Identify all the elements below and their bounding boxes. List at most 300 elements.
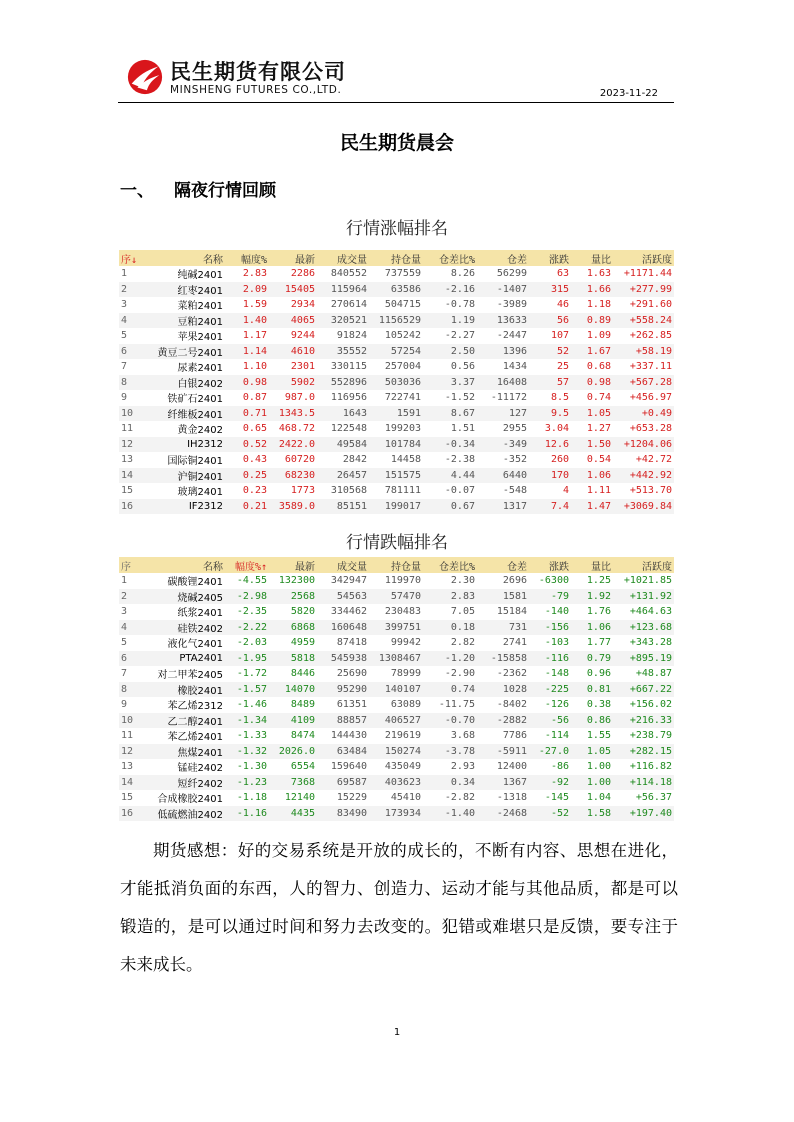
column-header-index[interactable]: 序↓ (119, 250, 149, 266)
cell-volume: 160648 (317, 620, 369, 636)
column-header-oi-change-ratio[interactable]: 仓差比% (423, 250, 477, 266)
cell-volume: 26457 (317, 468, 369, 484)
cell-latest: 3589.0 (269, 499, 317, 515)
cell-open-interest: 781111 (384, 485, 421, 497)
table-row[interactable] (119, 468, 674, 484)
cell-oi-change-ratio: -0.78 (444, 299, 475, 311)
cell-oi-change-ratio: -0.34 (423, 437, 477, 453)
cell-oi-change-ratio: 8.67 (423, 406, 477, 422)
cell-name: 低硫燃油2402 (149, 806, 225, 822)
cell-activity: +216.33 (613, 713, 674, 729)
cell-activity: +282.15 (613, 744, 674, 760)
cell-latest: 5902 (269, 375, 317, 391)
cell-oi-change-ratio: -2.16 (423, 282, 477, 298)
cell-name: IF2312 (149, 499, 225, 515)
table-row[interactable] (119, 359, 674, 375)
cell-latest: 4065 (269, 313, 317, 329)
cell-activity: +0.49 (613, 406, 674, 422)
cell-index: 16 (119, 806, 149, 822)
column-header-change-pct[interactable]: 幅度%↑ (225, 557, 269, 573)
cell-activity: +277.99 (613, 282, 674, 298)
cell-latest: 1773 (290, 485, 315, 497)
cell-volume: 330115 (330, 361, 367, 373)
column-header-index[interactable]: 序 (119, 557, 149, 573)
cell-volume: 552896 (317, 375, 369, 391)
cell-open-interest: 101784 (369, 437, 423, 453)
cell-change-pct: -1.95 (225, 651, 269, 667)
cell-index: 3 (121, 299, 128, 311)
cell-activity: +667.22 (613, 682, 674, 698)
cell-activity: +56.37 (635, 792, 672, 804)
cell-latest: 2301 (290, 361, 315, 373)
cell-volume: 310568 (330, 485, 367, 497)
cell-open-interest: 1308467 (369, 651, 423, 667)
table-row[interactable] (119, 589, 674, 605)
table-row[interactable] (119, 790, 674, 806)
table-row[interactable] (119, 421, 674, 437)
cell-volume-ratio: 1.25 (586, 575, 611, 587)
cell-volume: 115964 (317, 282, 369, 298)
down-table-caption: 行情跌幅排名 (346, 533, 448, 553)
cell-name: 玻璃2401 (177, 487, 223, 499)
cell-price-change: 52 (529, 344, 571, 360)
table-row[interactable] (119, 390, 674, 406)
cell-volume: 159640 (330, 761, 367, 773)
cell-open-interest: 504715 (384, 299, 421, 311)
table-row[interactable] (119, 499, 674, 515)
cell-volume-ratio: 1.63 (586, 268, 611, 280)
cell-open-interest: 1591 (369, 406, 423, 422)
cell-volume: 83490 (317, 806, 369, 822)
cell-activity: +653.28 (629, 423, 672, 435)
cell-open-interest: 199203 (384, 423, 421, 435)
cell-price-change: -27.0 (529, 744, 571, 760)
cell-latest: 68230 (269, 468, 317, 484)
column-header-volume-ratio[interactable]: 量比 (571, 250, 613, 266)
column-header-oi-change[interactable]: 仓差 (477, 250, 529, 266)
cell-volume: 88857 (317, 713, 369, 729)
cell-price-change: 12.6 (529, 437, 571, 453)
cell-change-pct: -1.23 (225, 775, 269, 791)
cell-volume-ratio: 1.18 (586, 299, 611, 311)
cell-name: 国际铜2401 (167, 456, 223, 468)
table-row[interactable] (119, 297, 674, 313)
cell-oi-change-ratio: 0.74 (423, 682, 477, 698)
cell-latest: 5820 (290, 606, 315, 618)
cell-name: 红枣2401 (149, 282, 225, 298)
cell-name: 焦煤2401 (149, 744, 225, 760)
cell-oi-change-ratio: -0.70 (423, 713, 477, 729)
cell-index: 9 (121, 699, 128, 711)
cell-latest: 4435 (269, 806, 317, 822)
cell-volume: 54563 (317, 589, 369, 605)
cell-name: 烧碱2405 (149, 589, 225, 605)
cell-index: 13 (121, 454, 134, 466)
cell-latest: 468.72 (278, 423, 315, 435)
cell-activity: +895.19 (613, 651, 674, 667)
cell-name: 苯乙烯2401 (167, 732, 223, 744)
column-header-open-interest[interactable]: 持仓量 (369, 557, 423, 573)
cell-oi-change-ratio: -2.38 (444, 454, 475, 466)
cell-change-pct: 0.65 (242, 423, 267, 435)
column-header-activity[interactable]: 活跃度 (613, 250, 674, 266)
cell-name: 菜粕2401 (177, 301, 223, 313)
column-header-volume[interactable]: 成交量 (317, 557, 369, 573)
cell-volume-ratio: 0.98 (571, 375, 613, 391)
table-row[interactable] (119, 282, 674, 298)
cell-name: 纸浆2401 (177, 608, 223, 620)
table-row[interactable] (119, 775, 674, 791)
cell-price-change: -56 (529, 713, 571, 729)
cell-activity: +156.02 (629, 699, 672, 711)
cell-change-pct: -4.55 (236, 575, 267, 587)
cell-open-interest: 219619 (384, 730, 421, 742)
cell-volume: 270614 (330, 299, 367, 311)
cell-latest: 9244 (290, 330, 315, 342)
cell-volume-ratio: 0.81 (571, 682, 613, 698)
cell-oi-change-ratio: 0.67 (423, 499, 477, 515)
cell-latest: 6868 (269, 620, 317, 636)
cell-oi-change: 12400 (496, 761, 527, 773)
cell-oi-change: 1581 (477, 589, 529, 605)
cell-volume: 334462 (330, 606, 367, 618)
cell-change-pct: -1.32 (225, 744, 269, 760)
cell-oi-change-ratio: 2.30 (450, 575, 475, 587)
cell-name: 尿素2401 (177, 363, 223, 375)
cell-price-change: 8.5 (550, 392, 569, 404)
cell-volume: 91824 (336, 330, 367, 342)
cell-open-interest: 99942 (390, 637, 421, 649)
cell-change-pct: -1.46 (236, 699, 267, 711)
table-row[interactable] (119, 728, 674, 744)
cell-oi-change: -2468 (477, 806, 529, 822)
table-row[interactable] (119, 620, 674, 636)
cell-volume-ratio: 1.00 (586, 761, 611, 773)
cell-oi-change: -548 (502, 485, 527, 497)
table-row[interactable] (119, 437, 674, 453)
cell-name: 纤维板2401 (149, 406, 225, 422)
table-row[interactable] (119, 635, 674, 651)
cell-oi-change: -11172 (490, 392, 527, 404)
table-row[interactable] (119, 651, 674, 667)
cell-volume: 63484 (317, 744, 369, 760)
cell-activity: +58.19 (613, 344, 674, 360)
cell-change-pct: -2.22 (225, 620, 269, 636)
report-date: 2023-11-22 (599, 88, 658, 99)
cell-volume: 116956 (330, 392, 367, 404)
cell-latest: 15405 (269, 282, 317, 298)
cell-price-change: -145 (544, 792, 569, 804)
cell-change-pct: -1.30 (236, 761, 267, 773)
cell-open-interest: 140107 (369, 682, 423, 698)
cell-name: IH2312 (149, 437, 225, 453)
cell-activity: +442.92 (613, 468, 674, 484)
cell-change-pct: 0.25 (225, 468, 269, 484)
cell-open-interest: 406527 (369, 713, 423, 729)
minsheng-logo-icon (126, 58, 164, 96)
cell-open-interest: 199017 (369, 499, 423, 515)
table-row[interactable] (119, 266, 674, 282)
cell-change-pct: 0.98 (225, 375, 269, 391)
cell-index: 14 (119, 468, 149, 484)
table-row[interactable] (119, 713, 674, 729)
cell-name: 纯碱2401 (177, 270, 223, 282)
commentary (120, 832, 678, 984)
section-heading (120, 176, 276, 201)
cell-name: 橡胶2401 (149, 682, 225, 698)
table-row[interactable] (119, 806, 674, 822)
cell-activity: +123.68 (613, 620, 674, 636)
cell-name: 黄豆二号2401 (149, 344, 225, 360)
cell-oi-change-ratio: 4.44 (423, 468, 477, 484)
page-header (118, 54, 674, 103)
cell-volume: 545938 (317, 651, 369, 667)
cell-activity: +343.28 (629, 637, 672, 649)
cell-oi-change: 1434 (502, 361, 527, 373)
column-header-name[interactable]: 名称 (149, 250, 225, 266)
cell-price-change: 3.04 (544, 423, 569, 435)
cell-latest: 2934 (290, 299, 315, 311)
company-name-en: MINSHENG FUTURES CO.,LTD. (170, 84, 342, 96)
cell-oi-change: 2696 (502, 575, 527, 587)
cell-change-pct: -1.72 (236, 668, 267, 680)
cell-change-pct: -2.98 (225, 589, 269, 605)
cell-oi-change-ratio: 2.82 (450, 637, 475, 649)
cell-activity: +513.70 (629, 485, 672, 497)
cell-activity: +116.82 (629, 761, 672, 773)
cell-price-change: -6300 (538, 575, 569, 587)
cell-volume: 69587 (317, 775, 369, 791)
cell-index: 2 (119, 282, 149, 298)
cell-oi-change: 15184 (496, 606, 527, 618)
cell-activity: +48.87 (635, 668, 672, 680)
cell-oi-change-ratio: -1.20 (423, 651, 477, 667)
cell-activity: +1021.85 (623, 575, 672, 587)
cell-volume: 15229 (336, 792, 367, 804)
cell-oi-change-ratio: 3.37 (423, 375, 477, 391)
cell-name: 对二甲苯2405 (157, 670, 223, 682)
cell-name: 短纤2402 (149, 775, 225, 791)
cell-price-change: 260 (550, 454, 569, 466)
cell-oi-change: 6440 (477, 468, 529, 484)
cell-open-interest: 435049 (384, 761, 421, 773)
cell-oi-change-ratio: -2.82 (444, 792, 475, 804)
cell-name: 合成橡胶2401 (157, 794, 223, 806)
table-row[interactable] (119, 666, 674, 682)
column-header-volume-ratio[interactable]: 量比 (571, 557, 613, 573)
cell-latest: 8446 (290, 668, 315, 680)
cell-volume-ratio: 1.11 (586, 485, 611, 497)
cell-volume-ratio: 0.74 (586, 392, 611, 404)
cell-volume-ratio: 0.89 (571, 313, 613, 329)
cell-activity: +567.28 (613, 375, 674, 391)
cell-name: 硅铁2402 (149, 620, 225, 636)
cell-volume: 35552 (317, 344, 369, 360)
cell-price-change: -103 (544, 637, 569, 649)
cell-volume-ratio: 1.55 (586, 730, 611, 742)
column-header-price-change[interactable]: 涨跌 (529, 250, 571, 266)
cell-volume-ratio: 1.92 (571, 589, 613, 605)
cell-latest: 132300 (278, 575, 315, 587)
column-header-oi-change[interactable]: 仓差 (477, 557, 529, 573)
table-row[interactable] (119, 313, 674, 329)
cell-open-interest: 403623 (369, 775, 423, 791)
cell-oi-change-ratio: -1.40 (423, 806, 477, 822)
cell-open-interest: 173934 (369, 806, 423, 822)
column-header-name[interactable]: 名称 (149, 557, 225, 573)
table-row[interactable] (119, 328, 674, 344)
cell-open-interest: 1156529 (369, 313, 423, 329)
cell-volume-ratio: 1.27 (586, 423, 611, 435)
cell-change-pct: 1.40 (225, 313, 269, 329)
cell-oi-change: 2741 (502, 637, 527, 649)
cell-name: 苯乙烯2312 (167, 701, 223, 713)
cell-name: 碳酸锂2401 (167, 577, 223, 589)
cell-volume-ratio: 1.50 (571, 437, 613, 453)
cell-oi-change: -2362 (496, 668, 527, 680)
cell-latest: 5818 (269, 651, 317, 667)
table-row[interactable] (119, 344, 674, 360)
cell-latest: 8489 (290, 699, 315, 711)
cell-price-change: -148 (544, 668, 569, 680)
cell-oi-change-ratio: 2.83 (423, 589, 477, 605)
down-ranking-table (119, 557, 674, 821)
cell-oi-change: -1318 (496, 792, 527, 804)
cell-oi-change: 16408 (477, 375, 529, 391)
cell-volume: 87418 (336, 637, 367, 649)
cell-latest: 4959 (290, 637, 315, 649)
cell-latest: 2568 (269, 589, 317, 605)
cell-price-change: -156 (529, 620, 571, 636)
cell-change-pct: 0.23 (242, 485, 267, 497)
cell-index: 6 (119, 651, 149, 667)
cell-volume-ratio: 0.79 (571, 651, 613, 667)
cell-oi-change-ratio: -11.75 (438, 699, 475, 711)
table-row[interactable] (119, 375, 674, 391)
column-header-oi-change-ratio[interactable]: 仓差比% (423, 557, 477, 573)
cell-oi-change: 731 (477, 620, 529, 636)
cell-price-change: 9.5 (529, 406, 571, 422)
table-row[interactable] (119, 452, 674, 468)
cell-index: 15 (121, 485, 134, 497)
cell-price-change: -92 (529, 775, 571, 791)
cell-activity: +291.60 (629, 299, 672, 311)
cell-oi-change: 1317 (477, 499, 529, 515)
up-ranking-table (119, 250, 674, 514)
cell-latest: 60720 (284, 454, 315, 466)
cell-oi-change-ratio: 0.34 (423, 775, 477, 791)
column-header-change-pct[interactable]: 幅度% (225, 250, 269, 266)
cell-open-interest: 119970 (384, 575, 421, 587)
cell-price-change: 107 (550, 330, 569, 342)
table-row[interactable] (119, 744, 674, 760)
cell-index: 6 (119, 344, 149, 360)
cell-volume-ratio: 0.68 (586, 361, 611, 373)
cell-index: 7 (121, 361, 128, 373)
cell-index: 16 (119, 499, 149, 515)
cell-index: 5 (121, 330, 128, 342)
cell-volume-ratio: 0.54 (586, 454, 611, 466)
cell-oi-change: 127 (477, 406, 529, 422)
cell-oi-change: -15858 (477, 651, 529, 667)
cell-oi-change-ratio: 8.26 (450, 268, 475, 280)
cell-index: 14 (119, 775, 149, 791)
cell-oi-change: -349 (477, 437, 529, 453)
cell-volume: 85151 (317, 499, 369, 515)
cell-latest: 2286 (290, 268, 315, 280)
table-row[interactable] (119, 697, 674, 713)
cell-activity: +1204.06 (613, 437, 674, 453)
column-header-latest[interactable]: 最新 (269, 557, 317, 573)
cell-latest: 12140 (284, 792, 315, 804)
table-row[interactable] (119, 406, 674, 422)
cell-activity: +262.85 (629, 330, 672, 342)
cell-change-pct: -2.35 (236, 606, 267, 618)
cell-index: 4 (119, 313, 149, 329)
cell-oi-change-ratio: 1.51 (450, 423, 475, 435)
cell-latest: 14070 (269, 682, 317, 698)
cell-name: PTA2401 (149, 651, 225, 667)
column-header-activity[interactable]: 活跃度 (613, 557, 674, 573)
cell-activity: +131.92 (613, 589, 674, 605)
column-header-price-change[interactable]: 涨跌 (529, 557, 571, 573)
column-header-latest[interactable]: 最新 (269, 250, 317, 266)
cell-oi-change-ratio: 1.19 (423, 313, 477, 329)
table-row[interactable] (119, 682, 674, 698)
cell-oi-change: 13633 (477, 313, 529, 329)
cell-oi-change-ratio: 3.68 (450, 730, 475, 742)
cell-name: 黄金2402 (177, 425, 223, 437)
cell-index: 15 (121, 792, 134, 804)
cell-volume-ratio: 1.06 (571, 620, 613, 636)
column-header-volume[interactable]: 成交量 (317, 250, 369, 266)
cell-volume-ratio: 0.38 (586, 699, 611, 711)
cell-oi-change-ratio: 0.56 (450, 361, 475, 373)
cell-index: 12 (119, 437, 149, 453)
cell-price-change: 170 (529, 468, 571, 484)
cell-name: 乙二醇2401 (149, 713, 225, 729)
cell-name: 液化气2401 (167, 639, 223, 651)
cell-open-interest: 105242 (384, 330, 421, 342)
cell-volume: 840552 (330, 268, 367, 280)
cell-activity: +197.40 (613, 806, 674, 822)
cell-latest: 2422.0 (269, 437, 317, 453)
column-header-open-interest[interactable]: 持仓量 (369, 250, 423, 266)
cell-oi-change-ratio: -3.78 (423, 744, 477, 760)
cell-open-interest: 57254 (369, 344, 423, 360)
cell-oi-change: 7786 (502, 730, 527, 742)
cell-volume: 122548 (330, 423, 367, 435)
cell-oi-change: -8402 (496, 699, 527, 711)
up-table-caption: 行情涨幅排名 (346, 219, 448, 239)
table-row[interactable] (119, 483, 674, 499)
cell-change-pct: 0.71 (225, 406, 269, 422)
cell-index: 11 (121, 730, 134, 742)
table-row[interactable] (119, 604, 674, 620)
cell-oi-change: 56299 (496, 268, 527, 280)
table-row[interactable] (119, 573, 674, 589)
cell-change-pct: -1.34 (225, 713, 269, 729)
table-row[interactable] (119, 759, 674, 775)
cell-latest: 2026.0 (269, 744, 317, 760)
cell-open-interest: 151575 (369, 468, 423, 484)
cell-volume-ratio: 1.58 (571, 806, 613, 822)
cell-oi-change: -5911 (477, 744, 529, 760)
cell-index: 10 (119, 406, 149, 422)
cell-volume-ratio: 1.77 (586, 637, 611, 649)
cell-price-change: -140 (544, 606, 569, 618)
cell-index: 7 (121, 668, 128, 680)
